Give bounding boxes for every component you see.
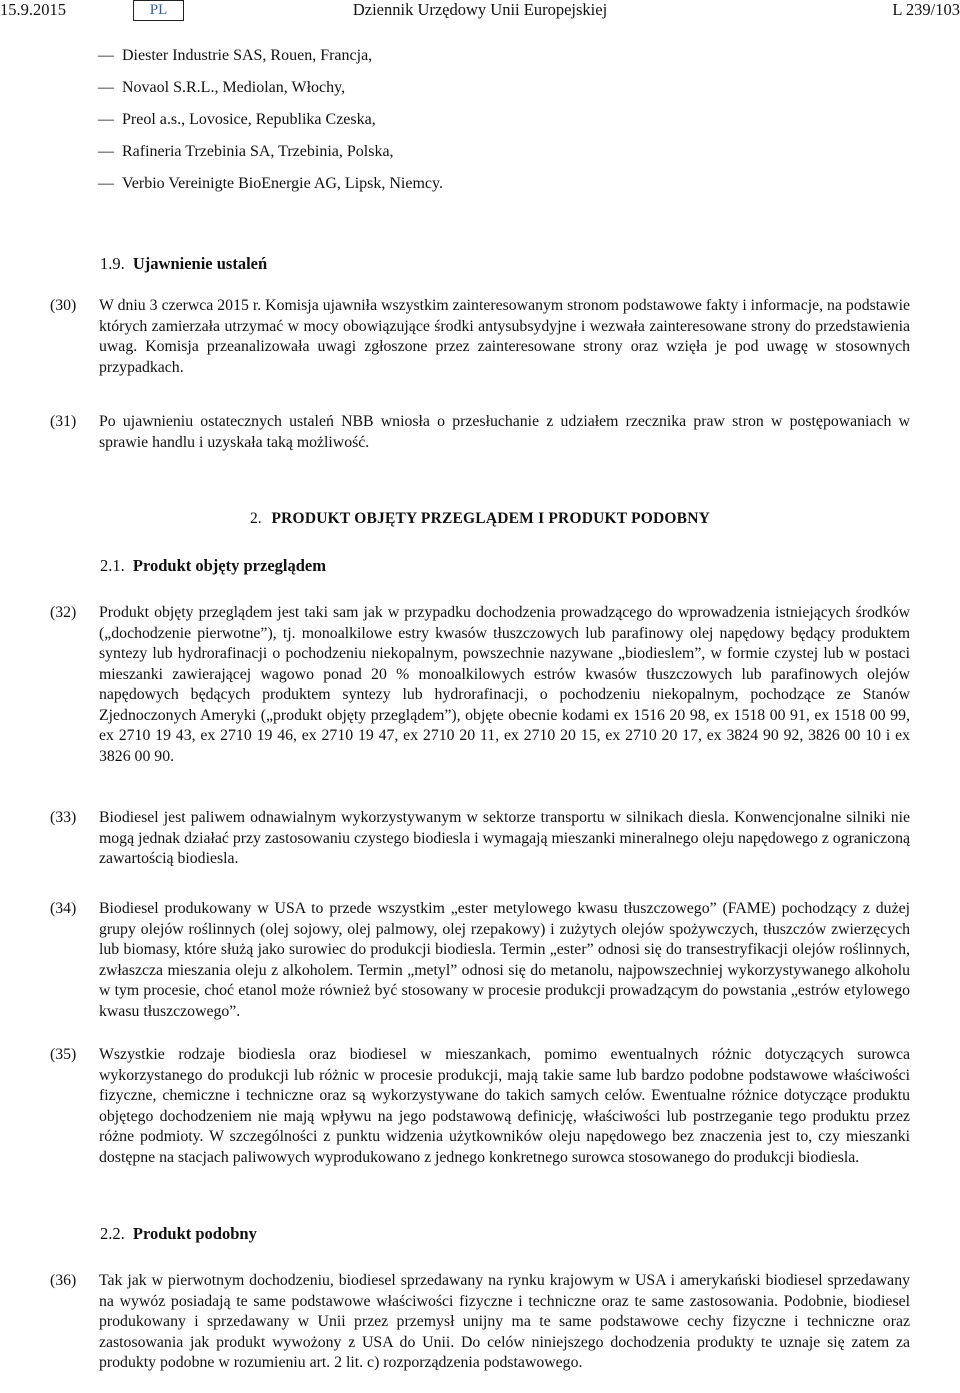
- paragraph-text: Produkt objęty przeglądem jest taki sam jak w przypadku dochodzenia prowadzącego do wprowadzenia istniejących środków („dochodzenie pierwotne”), tj. monoalkilowe estry kwasów tłuszczowych lub parafinowy olej napędowy będący produktem syntezy lub hydrorafinacji o pochodzeniu niekopalnym, powszechnie nazywane „biodieslem”, w formie czystej lub w postaci mieszanki zawierającej wagowo ponad 20 % monoalkilowych estrów kwasów tłuszczowych lub parafinowych olejów napędowych będących produktem syntezy lub hydrorafinacji, o pochodzeniu niekopalnym, pochodzące ze Stanów Zjednoczonych Ameryki („produkt objęty przeglądem”), objęte obecnie kodami ex 1516 20 98, ex 1518 00 91, ex 1518 00 99, ex 2710 19 43, ex 2710 19 46, ex 2710 19 47, ex 2710 20 11, ex 2710 20 15, ex 2710 20 17, ex 3824 90 92, 3826 00 10 i ex 3826 00 90.: [99, 604, 910, 765]
- list-item: — Preol a.s., Lovosice, Republika Czeska,: [98, 104, 443, 136]
- company-dash-list: [98, 40, 443, 200]
- paragraph-text: Tak jak w pierwotnym dochodzeniu, biodiesel sprzedawany na rynku krajowym w USA i amerykański biodiesel sprzedawany na wywóz posiadają te same podstawowe właściwości fizyczne i techniczne oraz te same zastosowania. Podobnie, biodiesel produkowany i sprzedawany w Unii przez przemysł unijny ma te same podstawowe cechy fizyczne i techniczne oraz zastosowania jak produkt wywożony z USA do Unii. Do celów niniejszego dochodzenia produkty te uznaje się zatem za produkty podobne w rozumieniu art. 2 lit. c) rozporządzenia podstawowego.: [99, 1272, 910, 1371]
- publication-date: 15.9.2015: [0, 0, 66, 19]
- dash-bullet-icon: —: [98, 47, 114, 64]
- dash-bullet-icon: —: [98, 111, 114, 128]
- list-item: — Diester Industrie SAS, Rouen, Francja,: [98, 40, 443, 72]
- paragraph-number: (36): [50, 1272, 77, 1289]
- paragraph-text: W dniu 3 czerwca 2015 r. Komisja ujawniła wszystkim zainteresowanym stronom podstawowe fakty i informacje, na podstawie których zamierzała utrzymać w mocy obowiązujące środki antysubsydyjne i wezwała zainteresowane strony do przedstawienia uwag. Komisja przeanalizowała uwagi zgłoszone przez zainteresowane strony oraz wzięła je pod uwagę w stosownych przypadkach.: [99, 297, 910, 376]
- chapter-heading-2: 2. PRODUKT OBJĘTY PRZEGLĄDEM I PRODUKT PODOBNY: [250, 510, 710, 527]
- paragraph-number: (35): [50, 1046, 77, 1063]
- section-heading-2-2: 2.2. Produkt podobny: [100, 1224, 257, 1243]
- paragraph-text: Biodiesel produkowany w USA to przede wszystkim „ester metylowego kwasu tłuszczowego” (FAME) pochodzący z dużej grupy olejów roślinnych (olej sojowy, olej palmowy, olej rzepakowy) i zużytych olejów spożywczych, tłuszczów zwierzęcych lub biomasy, które służą jako surowiec do produkcji biodiesla. Termin „ester” odnosi się do transestryfikacji olejów roślinnych, zwłaszcza mieszania oleju z alkoholem. Termin „metyl” odnosi się do metanolu, najpowszechniej wykorzystywanego alkoholu w tym procesie, choć etanol może również być stosowany w procesie produkcji prowadzącym do powstania „estrów etylowego kwasu tłuszczowego”.: [99, 900, 910, 1020]
- list-item: — Rafineria Trzebinia SA, Trzebinia, Polska,: [98, 136, 443, 168]
- paragraph-number: (33): [50, 809, 77, 826]
- paragraph-text: Po ujawnieniu ostatecznych ustaleń NBB wniosła o przesłuchanie z udziałem rzecznika praw stron w postępowaniach w sprawie handlu i uzyskała taką możliwość.: [99, 413, 910, 451]
- list-item: — Novaol S.R.L., Mediolan, Włochy,: [98, 72, 443, 104]
- paragraph-text: Wszystkie rodzaje biodiesla oraz biodiesel w mieszankach, pomimo ewentualnych różnic dotyczących surowca wykorzystanego do produkcji lub różnic w procesie produkcji, mają takie same lub bardzo podobne podstawowe właściwości fizyczne, chemiczne i techniczne oraz są wykorzystywane do takich samych celów. Ewentualne różnice dotyczące produktu objętego dochodzeniem nie mają wpływu na jego podstawową definicję, właściwości lub postrzeganie tego produktu przez różne podmioty. W szczególności z punktu widzenia użytkowników oleju napędowego bez znaczenia jest to, czy mieszanki dostępne na stacjach paliwowych wyprodukowano z jednego konkretnego surowca stosowanego do produkcji biodiesla.: [99, 1046, 910, 1166]
- section-heading-1-9: 1.9. Ujawnienie ustaleń: [100, 254, 268, 273]
- page-reference: L 239/103: [892, 0, 960, 19]
- section-heading-2-1: 2.1. Produkt objęty przeglądem: [100, 556, 326, 575]
- list-item: — Verbio Vereinigte BioEnergie AG, Lipsk, Niemcy.: [98, 168, 443, 200]
- dash-bullet-icon: —: [98, 79, 114, 96]
- language-badge: PL: [133, 0, 184, 21]
- journal-title: Dziennik Urzędowy Unii Europejskiej: [352, 0, 608, 19]
- paragraph-number: (31): [50, 413, 77, 430]
- paragraph-text: Biodiesel jest paliwem odnawialnym wykorzystywanym w sektorze transportu w silnikach diesla. Konwencjonalne silniki nie mogą jednak działać przy zastosowaniu czystego biodiesla i wymagają mieszanki mineralnego oleju napędowego z ograniczoną zawartością biodiesla.: [99, 809, 910, 867]
- paragraph-number: (32): [50, 604, 77, 621]
- page-header: [0, 0, 960, 26]
- dash-bullet-icon: —: [98, 143, 114, 160]
- paragraph-number: (34): [50, 900, 77, 917]
- paragraph-number: (30): [50, 297, 77, 314]
- dash-bullet-icon: —: [98, 175, 114, 192]
